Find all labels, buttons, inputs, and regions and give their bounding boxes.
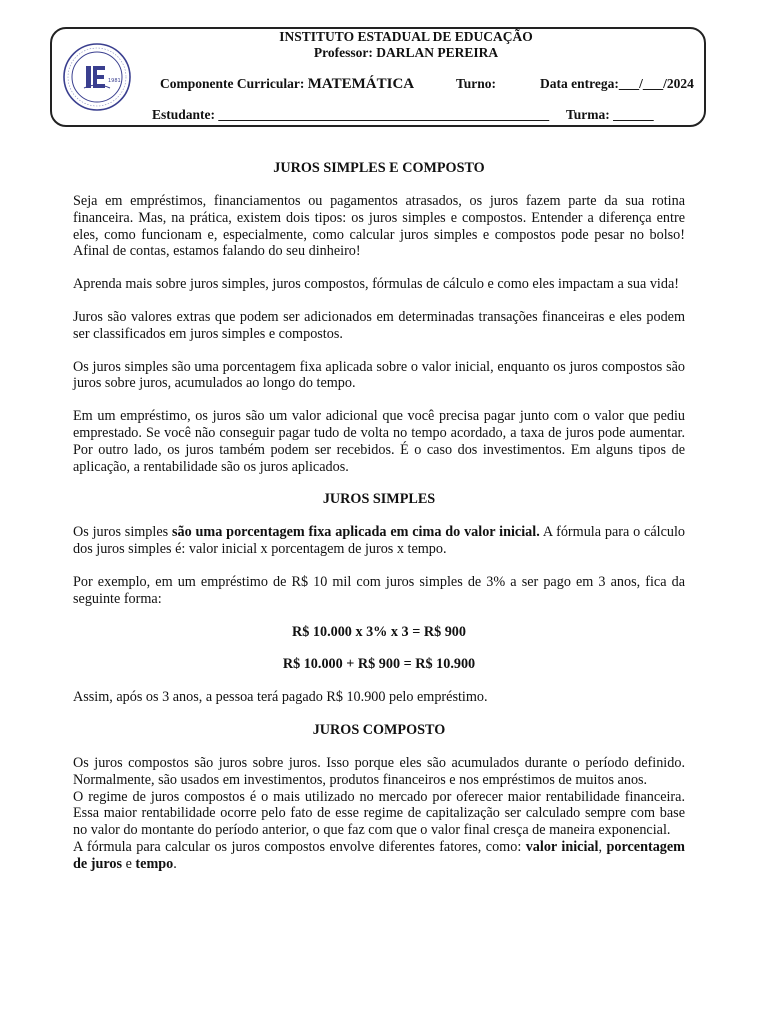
formula-total: R$ 10.000 + R$ 900 = R$ 10.900 <box>282 656 476 673</box>
data-entrega-field: Data entrega:___/___/2024 <box>540 76 694 91</box>
simples-paragraph <box>73 524 685 558</box>
text-run: e <box>122 855 136 872</box>
intro-paragraph: Aprenda mais sobre juros simples, juros compostos, fórmulas de cálculo e como eles impactam a sua vida! <box>73 276 679 293</box>
text-run: Os juros simples <box>73 524 172 541</box>
svg-text:1981: 1981 <box>108 78 121 84</box>
component-label: Componente Curricular: <box>160 76 305 91</box>
document-title: JUROS SIMPLES E COMPOSTO <box>273 160 485 176</box>
professor-name: Professor: DARLAN PEREIRA <box>313 45 499 60</box>
simples-conclusion: Assim, após os 3 anos, a pessoa terá pagado R$ 10.900 pelo empréstimo. <box>73 689 488 706</box>
document-body <box>73 160 685 873</box>
text-run: A fórmula para o cálculo dos juros simples é: valor inicial x porcentagem de juros x tempo. <box>73 524 685 558</box>
bold-text: valor inicial <box>525 838 599 855</box>
section-heading-simples: JUROS SIMPLES <box>322 491 436 508</box>
student-field: Estudante: _________________________________________________ <box>152 107 550 122</box>
institution-name: INSTITUTO ESTADUAL DE EDUCAÇÃO <box>279 29 533 44</box>
intro-paragraph: Seja em empréstimos, financiamentos ou pagamentos atrasados, os juros fazem parte da sua rotina financeira. Mas, na prática, existem dois tipos: os juros simples e compostos. Entender a diferença entre eles, como funcionam e, especialmente, como calcular juros simples e compostos pode pesar no bolso! Afinal de contas, estamos falando do seu dinheiro! <box>73 193 685 260</box>
component-value: MATEMÁTICA <box>307 76 415 92</box>
simples-example-paragraph: Por exemplo, em um empréstimo de R$ 10 mil com juros simples de 3% a ser pago em 3 anos, fica da seguinte forma: <box>73 573 685 607</box>
text-run: A fórmula para calcular os juros compostos envolve diferentes fatores, como: <box>73 838 526 855</box>
curricular-component <box>160 76 414 93</box>
text-run: , <box>598 838 607 855</box>
section-heading-composto: JUROS COMPOSTO <box>312 721 446 738</box>
composto-paragraph: O regime de juros compostos é o mais utilizado no mercado por oferecer maior rentabilidade financeira. Essa maior rentabilidade ocorre pelo fato de esse regime de capitalização ser calculado sempre com base no valor do montante do período anterior, o que faz com que o valor final cresça de maneira exponencial. <box>73 788 685 839</box>
formula-interest: R$ 10.000 x 3% x 3 = R$ 900 <box>292 623 466 640</box>
intro-paragraph: Os juros simples são uma porcentagem fixa aplicada sobre o valor inicial, enquanto os juros compostos são juros sobre juros, acumulados ao longo do tempo. <box>73 358 685 392</box>
bold-text: são uma porcentagem fixa aplicada em cima do valor inicial. <box>172 524 540 541</box>
intro-paragraph: Juros são valores extras que podem ser adicionados em determinadas transações financeiras e eles podem ser classificados em juros simples e compostos. <box>73 308 685 342</box>
turno-field: Turno: <box>456 76 497 91</box>
bold-text: porcentagem de juros <box>73 838 686 872</box>
composto-formula-paragraph <box>73 839 685 873</box>
bold-text: tempo <box>135 855 174 872</box>
turma-field: Turma: ______ <box>566 107 654 122</box>
text-run: . <box>173 855 177 872</box>
composto-paragraph: Os juros compostos são juros sobre juros. Isso porque eles são acumulados durante o período definido. Normalmente, são usados em investimentos, produtos financeiros e nos empréstimos de muitos anos. <box>73 754 685 788</box>
intro-paragraph: Em um empréstimo, os juros são um valor adicional que você precisa pagar junto com o valor que pediu emprestado. Se você não conseguir pagar tudo de volta no tempo acordado, a taxa de juros pode aumentar. Por outro lado, os juros também podem ser recebidos. É o caso dos investimentos. Em alguns tipos de aplicação, a rentabilidade são os juros aplicados. <box>73 408 685 475</box>
